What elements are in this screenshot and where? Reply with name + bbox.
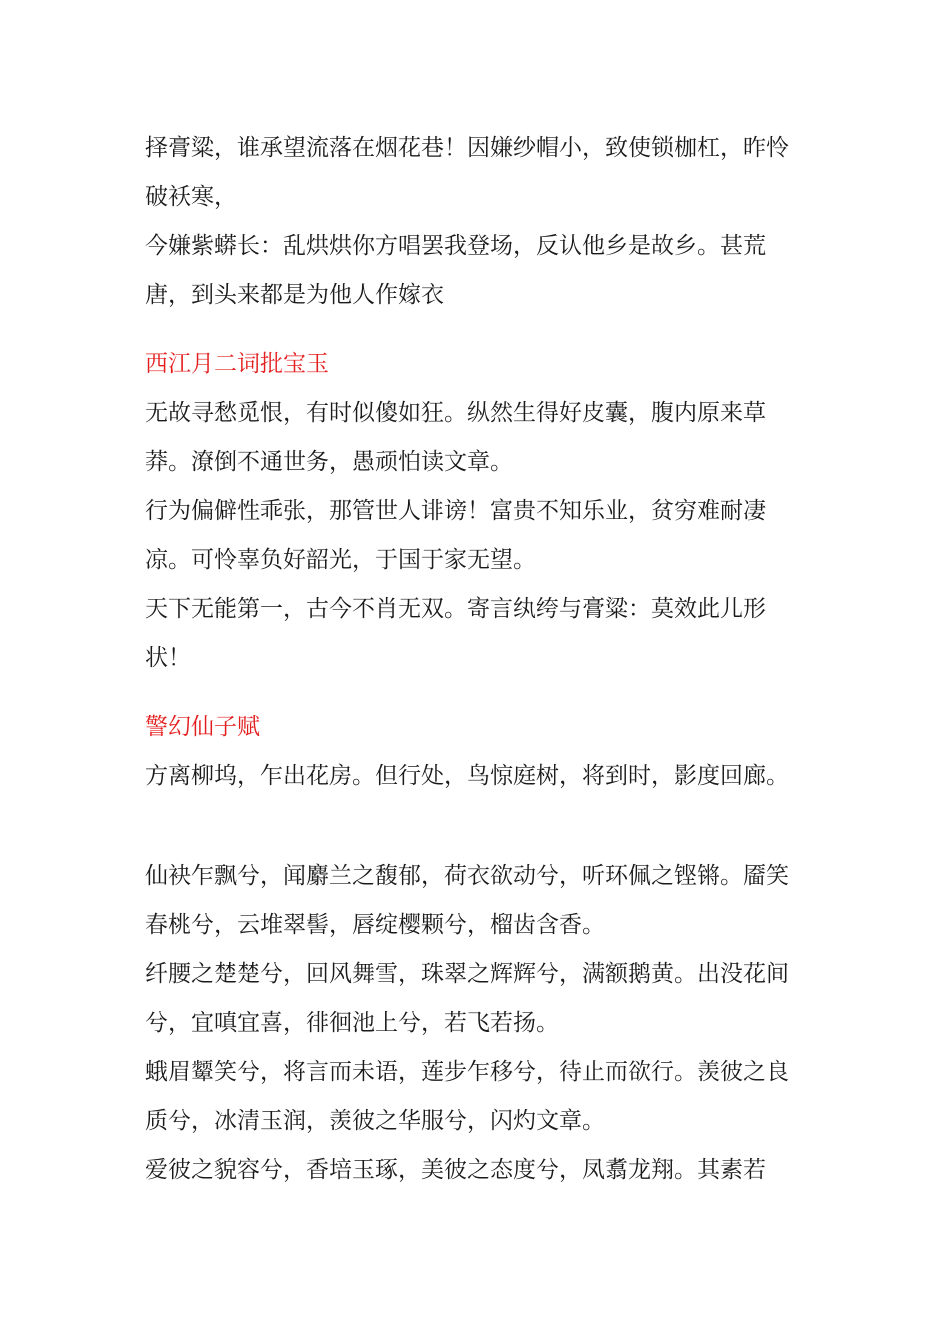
paragraph: 择膏粱，谁承望流落在烟花巷！因嫌纱帽小，致使锁枷杠，昨怜破袄寒， — [145, 135, 789, 210]
section-heading: 警幻仙子赋 — [145, 714, 260, 740]
paragraph: 今嫌紫蟒长：乱烘烘你方唱罢我登场，反认他乡是故乡。甚荒唐，到头来都是为他人作嫁衣 — [145, 233, 766, 308]
paragraph: 纤腰之楚楚兮，回风舞雪，珠翠之辉辉兮，满额鹅黄。出没花间兮，宜嗔宜喜，徘徊池上兮，若飞若扬。 — [145, 961, 789, 1036]
paragraph: 爱彼之貌容兮，香培玉琢，美彼之态度兮，凤翥龙翔。其素若 — [145, 1157, 766, 1183]
paragraph: 行为偏僻性乖张，那管世人诽谤！富贵不知乐业，贫穷难耐凄凉。可怜辜负好韶光，于国于家无望。 — [145, 498, 766, 573]
paragraph: 天下无能第一，古今不肖无双。寄言纨绔与膏粱：莫效此儿形状！ — [145, 596, 766, 671]
paragraph: 无故寻愁觅恨，有时似傻如狂。纵然生得好皮囊，腹内原来草莽。潦倒不通世务，愚顽怕读文章。 — [145, 400, 766, 475]
paragraph: 蛾眉颦笑兮，将言而未语，莲步乍移兮，待止而欲行。羡彼之良质兮，冰清玉润，羡彼之华服兮，闪灼文章。 — [145, 1059, 789, 1134]
paragraph: 仙袂乍飘兮，闻麝兰之馥郁，荷衣欲动兮，听环佩之铿锵。靥笑春桃兮，云堆翠髻，唇绽樱颗兮，榴齿含香。 — [145, 863, 789, 938]
paragraph: 方离柳坞，乍出花房。但行处，鸟惊庭树，将到时，影度回廊。 — [145, 763, 789, 789]
document-page — [145, 124, 810, 1195]
section-heading: 西江月二词批宝玉 — [145, 351, 329, 377]
